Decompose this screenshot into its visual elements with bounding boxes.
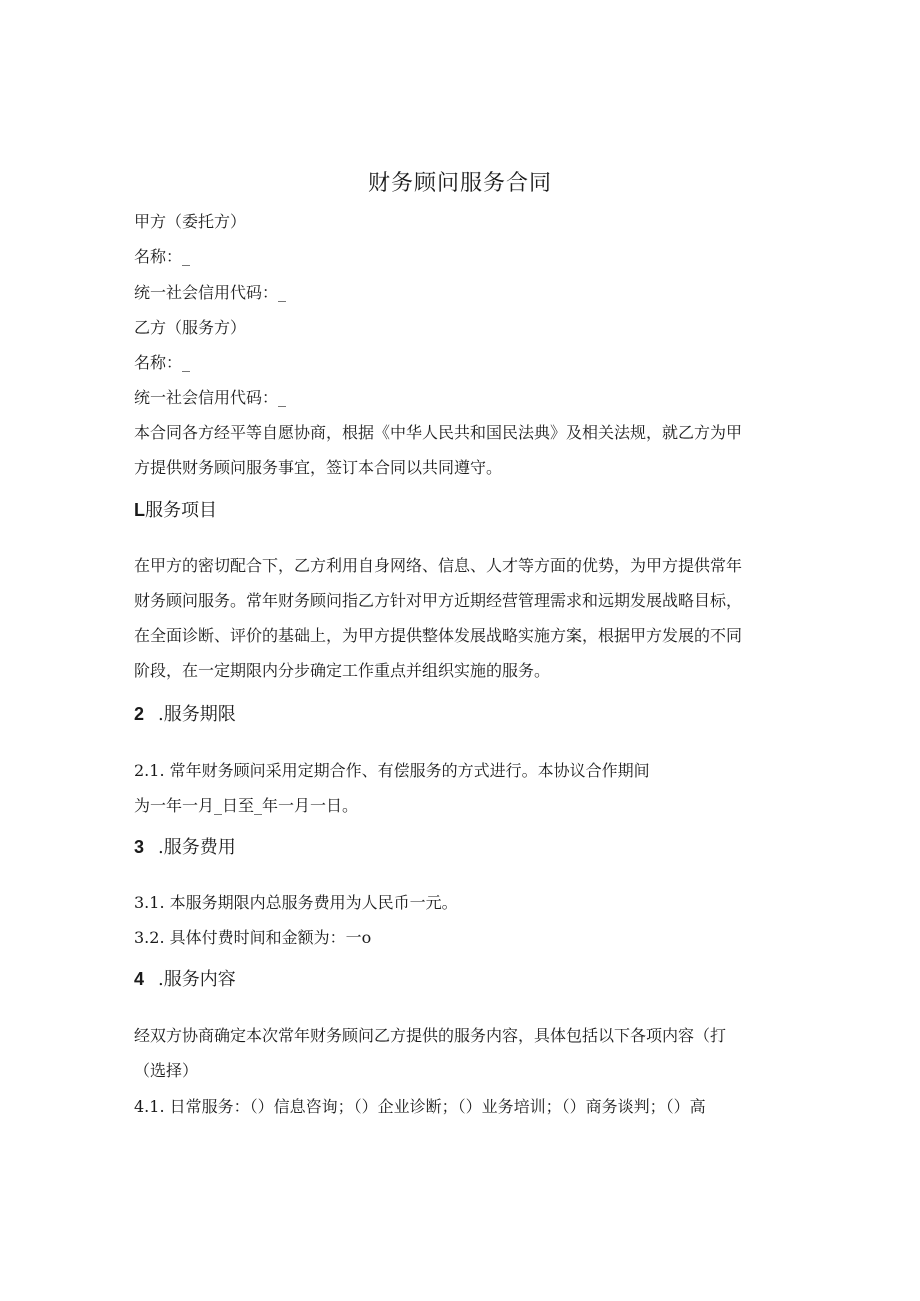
section-number: 4 bbox=[134, 969, 145, 989]
section-3-line: 3.2. 具体付费时间和金额为：一o bbox=[134, 928, 372, 947]
section-4-line: 经双方协商确定本次常年财务顾问乙方提供的服务内容，具体包括以下各项内容（打 bbox=[134, 1026, 727, 1045]
section-heading-4 bbox=[134, 967, 236, 992]
section-2-line: 为一年一月_日至_年一月一日。 bbox=[134, 796, 359, 815]
section-1-line: 阶段，在一定期限内分步确定工作重点并组织实施的服务。 bbox=[134, 661, 551, 680]
section-heading-2 bbox=[134, 702, 236, 727]
section-3-line: 3.1. 本服务期限内总服务费用为人民币一元。 bbox=[134, 893, 458, 912]
section-title: .服务期限 bbox=[158, 704, 236, 725]
party-b-heading: 乙方（服务方） bbox=[134, 318, 247, 337]
section-1-line: 在全面诊断、评价的基础上，为甲方提供整体发展战略实施方案，根据甲方发展的不同 bbox=[134, 626, 743, 645]
party-b-credit-code: 统一社会信用代码：_ bbox=[134, 388, 287, 407]
section-4-line: （选择） bbox=[134, 1061, 199, 1080]
section-title: 服务项目 bbox=[145, 500, 217, 521]
party-b-name: 名称：_ bbox=[134, 353, 191, 372]
section-title: .服务内容 bbox=[158, 969, 236, 990]
party-a-heading: 甲方（委托方） bbox=[134, 212, 247, 231]
document-title: 财务顾问服务合同 bbox=[367, 171, 552, 196]
section-heading-3 bbox=[134, 835, 236, 860]
section-2-line: 2.1. 常年财务顾问采用定期合作、有偿服务的方式进行。本协议合作期间 bbox=[134, 761, 650, 780]
section-1-line: 在甲方的密切配合下，乙方利用自身网络、信息、人才等方面的优势，为甲方提供常年 bbox=[134, 556, 743, 575]
section-number: 3 bbox=[134, 837, 145, 857]
section-4-line: 4.1. 日常服务：（）信息咨询；（）企业诊断；（）业务培训；（）商务谈判；（）高 bbox=[134, 1097, 706, 1116]
party-a-credit-code: 统一社会信用代码：_ bbox=[134, 283, 287, 302]
section-number: L bbox=[134, 500, 145, 520]
section-number: 2 bbox=[134, 704, 145, 724]
section-1-line: 财务顾问服务。常年财务顾问指乙方针对甲方近期经营管理需求和远期发展战略目标， bbox=[134, 591, 743, 610]
intro-paragraph-line: 本合同各方经平等自愿协商，根据《中华人民共和国民法典》及相关法规，就乙方为甲 bbox=[134, 423, 743, 442]
party-a-name: 名称：_ bbox=[134, 247, 191, 266]
intro-paragraph-line: 方提供财务顾问服务事宜，签订本合同以共同遵守。 bbox=[134, 458, 503, 477]
section-heading-1 bbox=[134, 498, 217, 523]
section-title: .服务费用 bbox=[158, 837, 236, 858]
